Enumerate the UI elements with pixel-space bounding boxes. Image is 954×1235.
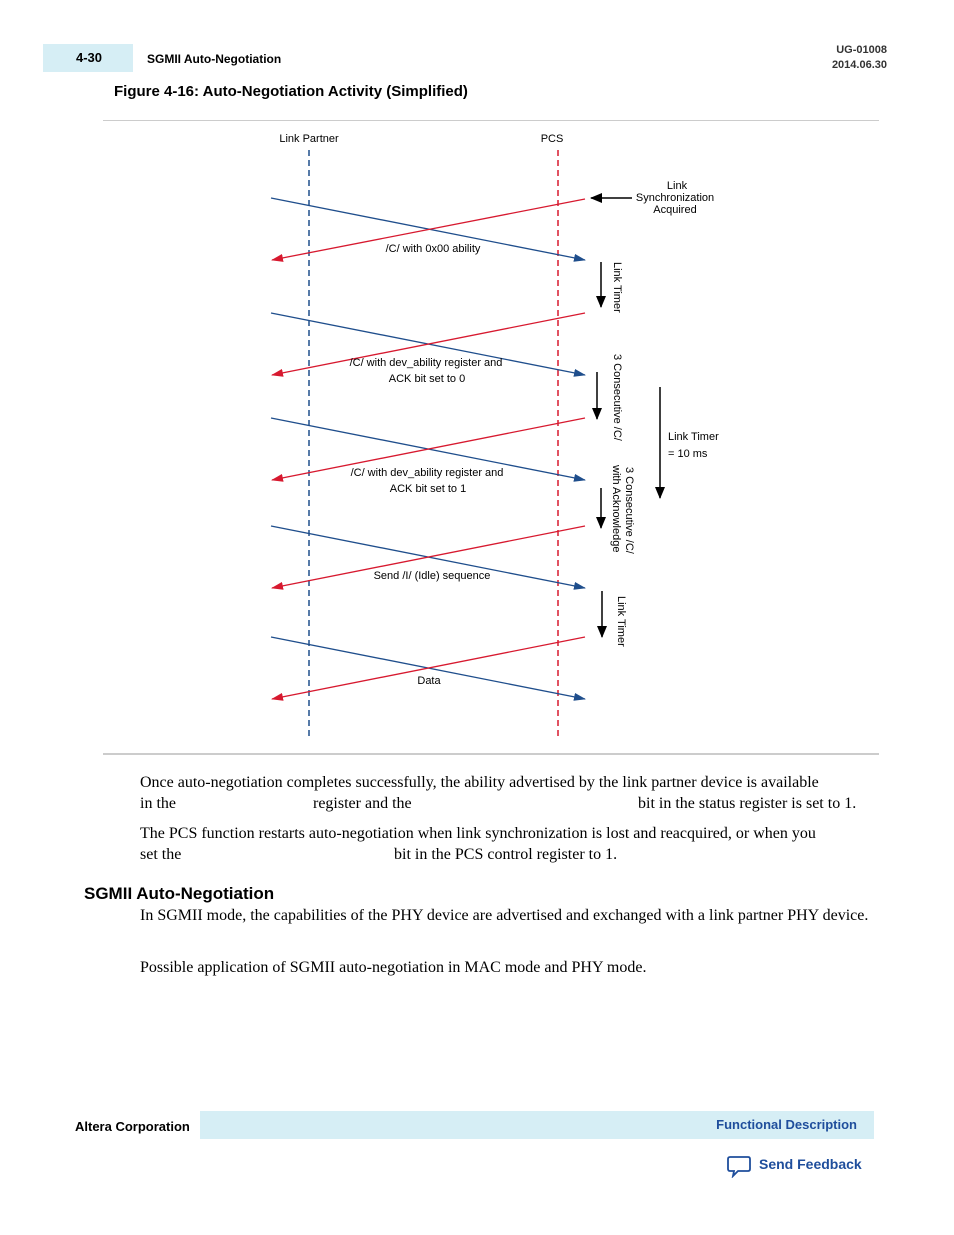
message-1: /C/ with 0x00 ability	[385, 243, 481, 255]
running-title: SGMII Auto-Negotiation	[147, 52, 282, 66]
paragraph-1-fragment-b: register and the	[313, 795, 412, 812]
section-link[interactable]: Functional Description	[716, 1117, 857, 1132]
sync-label-line2: Synchronization	[635, 192, 715, 204]
consecutive-c-label: 3 Consecutive /C/	[611, 354, 623, 441]
message-4: Send /I/ (Idle) sequence	[373, 570, 491, 582]
link-timer-total-line1: Link Timer	[668, 431, 719, 443]
link-timer-total-line2: = 10 ms	[668, 448, 708, 460]
sync-label-line1: Link	[666, 180, 688, 192]
paragraph-1-fragment-c: bit in the status register is set to 1.	[638, 795, 857, 812]
link-timer-label-2: Link Timer	[615, 596, 627, 647]
message-3-line2: ACK bit set to 1	[389, 483, 467, 495]
paragraph-4: Possible application of SGMII auto-negotiation in MAC mode and PHY mode.	[140, 959, 647, 976]
message-2-line1: /C/ with dev_ability register and	[349, 357, 503, 369]
figure-title: Figure 4-16: Auto-Negotiation Activity (Simplified)	[114, 83, 468, 100]
paragraph-2-fragment-a: set the	[140, 846, 182, 863]
message-2-line2: ACK bit set to 0	[388, 373, 466, 385]
paragraph-3: In SGMII mode, the capabilities of the PHY device are advertised and exchanged with a link partner PHY device.	[140, 907, 869, 924]
doc-date: 2014.06.30	[831, 59, 887, 71]
paragraph-2	[140, 823, 880, 865]
paragraph-1-fragment-a: in the	[140, 795, 176, 812]
paragraph-2-line2	[140, 844, 880, 865]
paragraph-1-line1: Once auto-negotiation completes successfully, the ability advertised by the link partner device is available	[140, 774, 819, 791]
pcs-label: PCS	[540, 133, 564, 145]
paragraph-1-line2	[140, 793, 880, 814]
sync-label-line3: Acquired	[653, 204, 697, 216]
message-5: Data	[417, 675, 441, 687]
message-3-line1: /C/ with dev_ability register and	[350, 467, 504, 479]
link-timer-label-1: Link Timer	[611, 262, 623, 313]
paragraph-1	[140, 772, 880, 814]
paragraph-2-fragment-b: bit in the PCS control register to 1.	[394, 846, 618, 863]
company-name: Altera Corporation	[75, 1119, 190, 1134]
consecutive-ack-line1: 3 Consecutive /C/	[623, 467, 635, 554]
figure-bottom-rule	[103, 753, 879, 755]
consecutive-ack-line2: with Acknowledge	[610, 465, 622, 553]
speech-bubble-icon	[727, 1154, 751, 1178]
doc-number: UG-01008	[836, 44, 887, 56]
section-heading: SGMII Auto-Negotiation	[84, 884, 275, 903]
send-feedback-label: Send Feedback	[759, 1156, 862, 1172]
paragraph-2-line1: The PCS function restarts auto-negotiation when link synchronization is lost and reacquired, or when you	[140, 825, 816, 842]
page-number: 4-30	[76, 50, 103, 65]
link-partner-label: Link Partner	[279, 133, 339, 145]
